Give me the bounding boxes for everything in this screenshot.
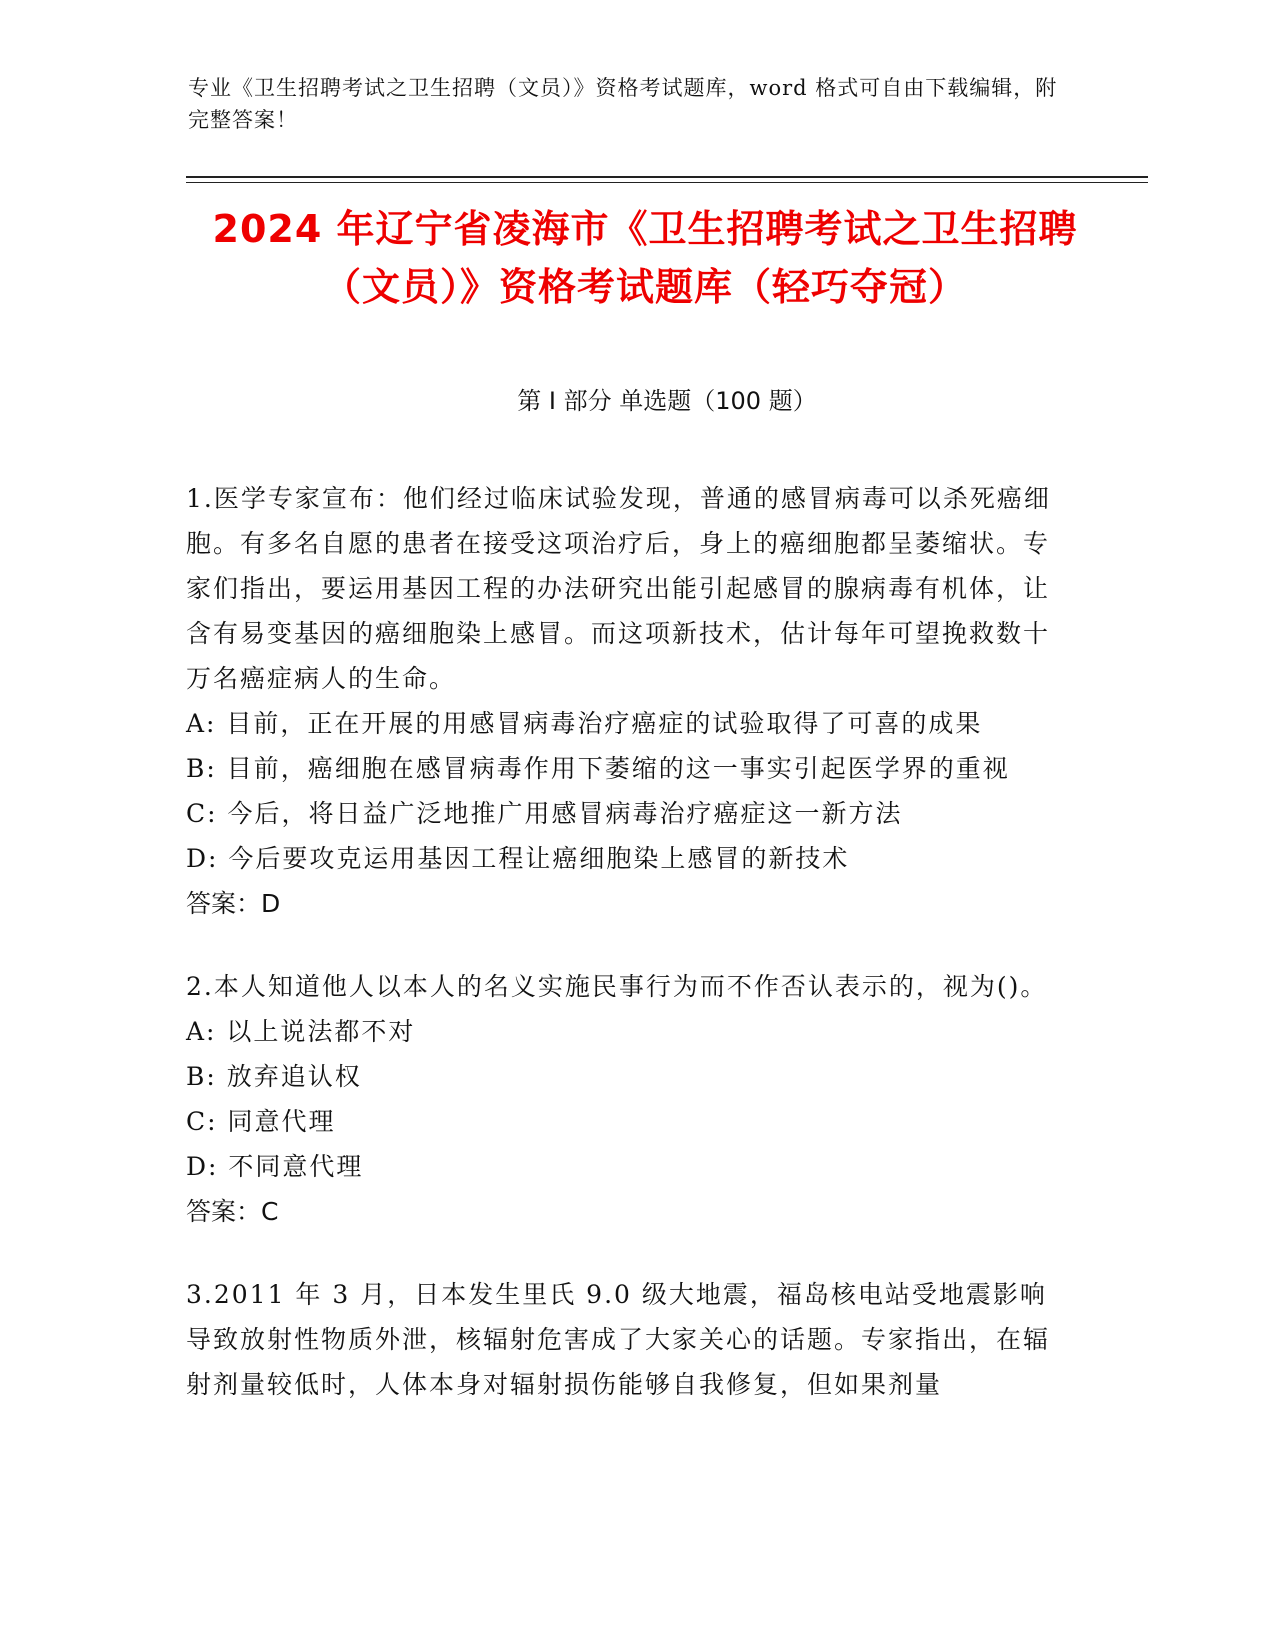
question-stem: 2.本人知道他人以本人的名义实施民事行为而不作否认表示的，视为()。	[186, 972, 1048, 1001]
option-d: D: 今后要攻克运用基因工程让癌细胞染上感冒的新技术	[186, 844, 850, 873]
header-divider-thin	[186, 182, 1148, 183]
answer-line: 答案：D	[186, 889, 281, 918]
answer-line: 答案：C	[186, 1197, 279, 1226]
option-a: A: 以上说法都不对	[186, 1017, 416, 1046]
question-item	[186, 964, 1066, 1234]
option-a: A: 目前，正在开展的用感冒病毒治疗癌症的试验取得了可喜的成果	[186, 709, 983, 738]
question-stem: 1.医学专家宣布：他们经过临床试验发现，普通的感冒病毒可以杀死癌细胞。有多名自愿的患者在接受这项治疗后，身上的癌细胞都呈萎缩状。专家们指出，要运用基因工程的办法研究出能引起感冒的腺病毒有机体，让含有易变基因的癌细胞染上感冒。而这项新技术，估计每年可望挽救数十万名癌症病人的生命。	[186, 484, 1051, 693]
section-heading: 第 I 部分 单选题（100 题）	[517, 387, 817, 415]
question-item	[186, 476, 1066, 926]
option-b: B: 放弃追认权	[186, 1062, 362, 1091]
option-b: B: 目前，癌细胞在感冒病毒作用下萎缩的这一事实引起医学界的重视	[186, 754, 1010, 783]
header-note: 专业《卫生招聘考试之卫生招聘（文员）》资格考试题库，word 格式可自由下载编辑，附完整答案！	[188, 76, 1058, 132]
document-title: 2024 年辽宁省凌海市《卫生招聘考试之卫生招聘（文员）》资格考试题库（轻巧夺冠）	[212, 207, 1078, 309]
question-list	[186, 476, 1066, 1445]
header-divider-thick	[186, 176, 1148, 178]
question-item	[186, 1272, 1066, 1407]
option-c: C: 今后，将日益广泛地推广用感冒病毒治疗癌症这一新方法	[186, 799, 903, 828]
question-stem: 3.2011 年 3 月，日本发生里氏 9.0 级大地震，福岛核电站受地震影响导致放射性物质外泄，核辐射危害成了大家关心的话题。专家指出，在辐射剂量较低时，人体本身对辐射损伤能够自我修复，但如果剂量	[186, 1280, 1051, 1399]
option-d: D: 不同意代理	[186, 1152, 364, 1181]
option-c: C: 同意代理	[186, 1107, 336, 1136]
